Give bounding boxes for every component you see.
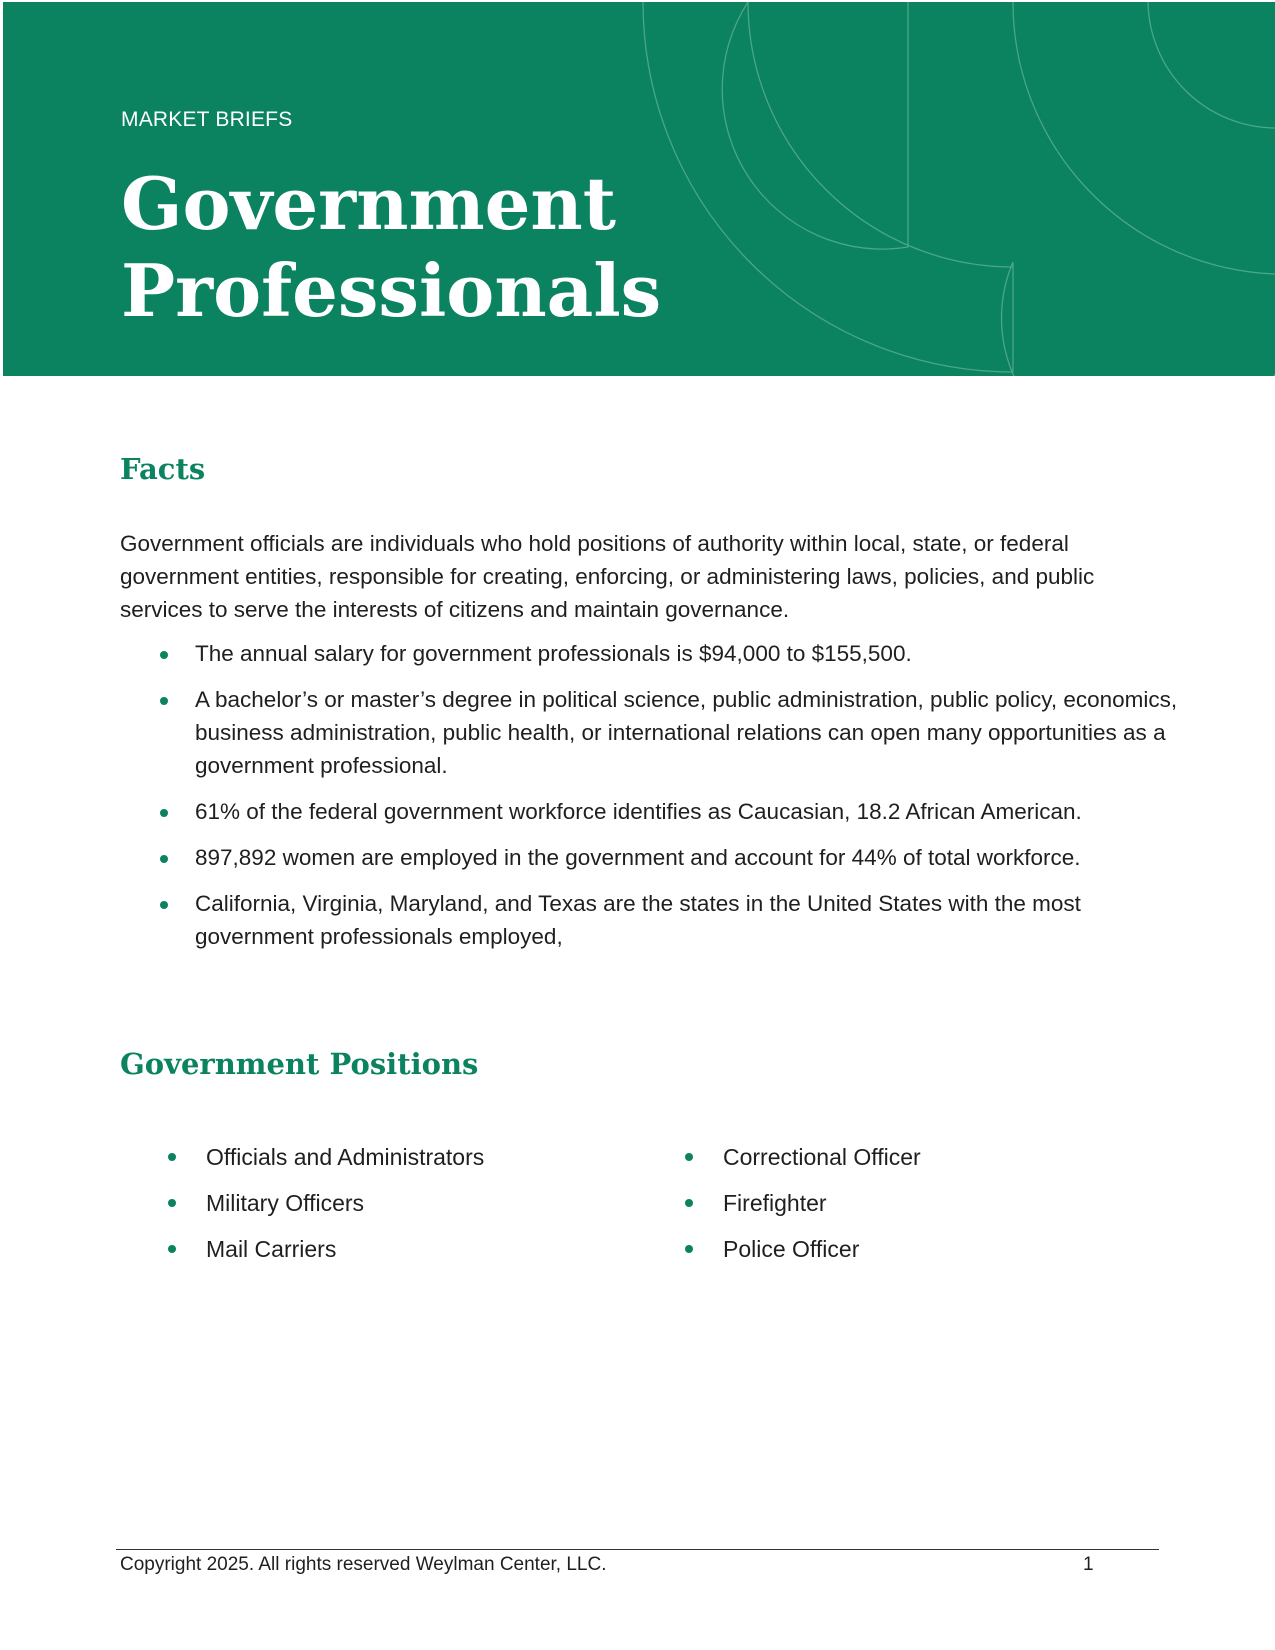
eyebrow-label: MARKET BRIEFS	[121, 108, 293, 131]
fact-item-text: 61% of the federal government workforce identifies as Caucasian, 18.2 African American.	[195, 799, 1082, 824]
header-banner	[3, 2, 1275, 376]
positions-list-right	[685, 1134, 921, 1272]
position-item-text: Police Officer	[723, 1236, 860, 1262]
bullet-dot-icon	[160, 809, 168, 817]
bullet-dot-icon	[160, 651, 168, 659]
bullet-dot-icon	[168, 1245, 176, 1253]
facts-intro-paragraph: Government officials are individuals who hold positions of authority within local, state, or federal government entities, responsible for creating, enforcing, or administering laws, policies, and public services to serve the interests of citizens and maintain governance.	[120, 531, 1095, 622]
fact-item-text: A bachelor’s or master’s degree in political science, public administration, public policy, economics, business administration, public health, or international relations can open many opportunities as a government professional.	[195, 687, 1178, 778]
bullet-dot-icon	[160, 855, 168, 863]
position-item-text: Correctional Officer	[723, 1144, 921, 1170]
page-title-line-2: Professionals	[121, 248, 662, 333]
facts-bullet-list	[120, 637, 1195, 966]
position-item	[168, 1226, 484, 1272]
fact-item-text: California, Virginia, Maryland, and Texas are the states in the United States with the most government professionals employed,	[195, 891, 1081, 949]
page-title	[121, 160, 661, 334]
position-item	[168, 1134, 484, 1180]
fact-item-text: The annual salary for government professionals is $94,000 to $155,500.	[195, 641, 912, 666]
bullet-dot-icon	[685, 1199, 693, 1207]
position-item	[168, 1180, 484, 1226]
facts-heading: Facts	[120, 452, 206, 486]
position-item-text: Military Officers	[206, 1190, 365, 1216]
position-item-text: Firefighter	[723, 1190, 827, 1216]
page-title-line-1: Government	[121, 161, 617, 246]
bullet-dot-icon	[168, 1153, 176, 1161]
position-item	[685, 1226, 921, 1272]
fact-item-women	[120, 841, 1195, 874]
page-number: 1	[1083, 1554, 1094, 1575]
bullet-dot-icon	[168, 1199, 176, 1207]
bullet-dot-icon	[160, 697, 168, 705]
position-item	[685, 1180, 921, 1226]
positions-heading: Government Positions	[120, 1047, 479, 1081]
bullet-dot-icon	[685, 1245, 693, 1253]
footer-copyright: Copyright 2025. All rights reserved Weylman Center, LLC.	[120, 1554, 607, 1575]
fact-item-states	[120, 887, 1195, 953]
fact-item-text: 897,892 women are employed in the government and account for 44% of total workforce.	[195, 845, 1081, 870]
fact-item-demographics	[120, 795, 1195, 828]
position-item	[685, 1134, 921, 1180]
positions-list-left	[168, 1134, 484, 1272]
bullet-dot-icon	[160, 901, 168, 909]
position-item-text: Mail Carriers	[206, 1236, 337, 1262]
fact-item-salary	[120, 637, 1195, 670]
bullet-dot-icon	[685, 1153, 693, 1161]
fact-item-degree	[120, 683, 1195, 782]
position-item-text: Officials and Administrators	[206, 1144, 485, 1170]
footer-divider	[116, 1549, 1159, 1550]
